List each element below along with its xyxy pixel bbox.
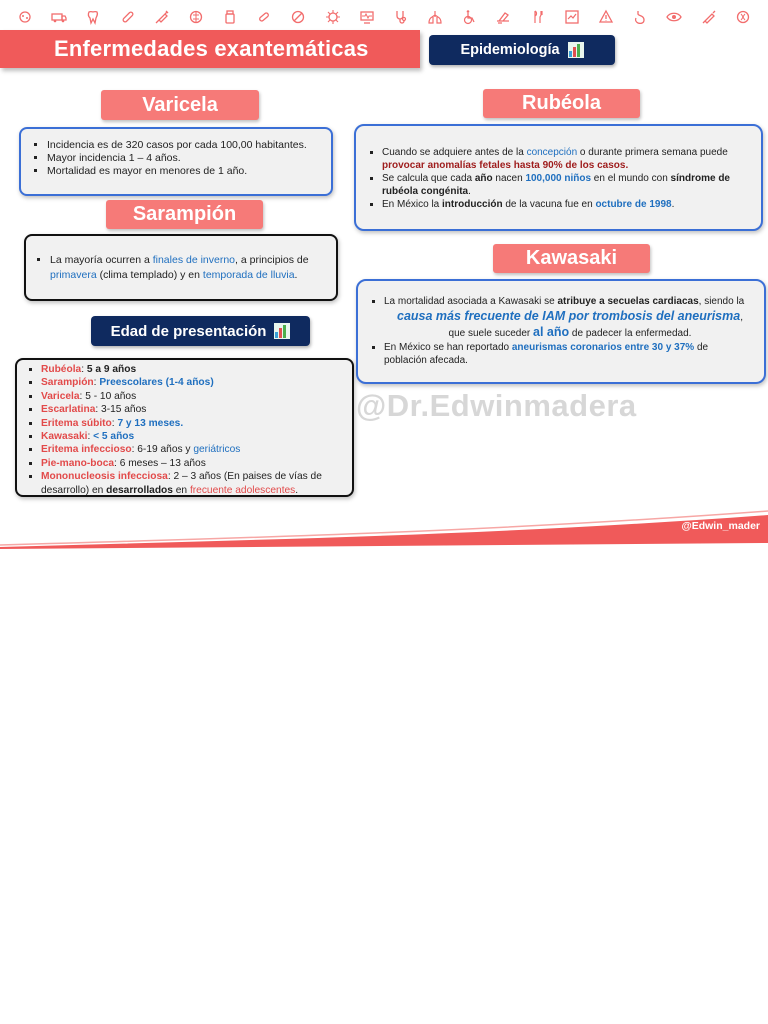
separator: : bbox=[131, 444, 138, 456]
age-value: 3-15 años bbox=[101, 404, 147, 416]
text: , a principios de bbox=[235, 254, 309, 266]
edad-row bbox=[41, 363, 344, 376]
text: desarrollo) en bbox=[41, 484, 107, 496]
text: , siendo la bbox=[698, 296, 745, 307]
list-item bbox=[50, 253, 328, 283]
text: . bbox=[295, 484, 299, 496]
edad-row bbox=[41, 376, 344, 389]
bold-text: año bbox=[474, 173, 493, 184]
ambulance-icon bbox=[50, 8, 68, 26]
age-value-highlight: geriátricos bbox=[193, 444, 241, 456]
text: La mayoría ocurren a bbox=[50, 254, 153, 266]
vaccine-icon bbox=[700, 8, 718, 26]
bold-text: síndrome de bbox=[670, 173, 730, 184]
highlight: al año bbox=[533, 325, 570, 339]
edad-row bbox=[41, 417, 344, 430]
text: frecuente adolescentes bbox=[189, 484, 296, 496]
age-value: 5 - 10 años bbox=[85, 390, 137, 402]
edad-box bbox=[15, 358, 354, 497]
chart-icon bbox=[563, 8, 581, 26]
text: de la vacuna fue en bbox=[502, 199, 596, 210]
page-title: Enfermedades exantemáticas bbox=[54, 36, 369, 61]
disease-name: Mononucleosis infecciosa bbox=[41, 471, 168, 483]
text: que suele suceder bbox=[448, 328, 534, 339]
bacteria-icon bbox=[16, 8, 34, 26]
age-value: 2 – 3 años (En paises de vías de bbox=[173, 471, 322, 483]
list-item bbox=[384, 341, 756, 367]
age-value: 6 meses – 13 años bbox=[119, 457, 206, 469]
edad-row bbox=[41, 457, 344, 470]
highlight: temporada de lluvia bbox=[202, 269, 295, 281]
heart-monitor-icon bbox=[358, 8, 376, 26]
edad-row bbox=[41, 443, 344, 456]
text: (clima templado) y en bbox=[96, 269, 203, 281]
separator: : bbox=[87, 431, 94, 443]
edad-row bbox=[41, 390, 344, 403]
varicela-label: Varicela bbox=[101, 90, 259, 120]
disease-name: Eritema infeccioso bbox=[41, 444, 132, 456]
wheelchair-icon bbox=[460, 8, 478, 26]
warning-icon bbox=[597, 8, 615, 26]
edad-row bbox=[41, 470, 344, 497]
rubeola-box bbox=[354, 124, 763, 231]
syringe-icon bbox=[153, 8, 171, 26]
lungs-icon bbox=[426, 8, 444, 26]
virus-icon bbox=[324, 8, 342, 26]
text: . bbox=[294, 269, 298, 281]
footer-handle: @Edwin_mader bbox=[681, 520, 760, 532]
list-item bbox=[382, 172, 753, 198]
sarampion-label: Sarampión bbox=[106, 200, 263, 229]
bandage-icon bbox=[119, 8, 137, 26]
highlight: finales de inverno bbox=[152, 254, 236, 266]
text: de padecer la enfermedad. bbox=[569, 328, 692, 339]
separator: : bbox=[79, 390, 86, 402]
text: En México la bbox=[382, 199, 443, 210]
age-value: < 5 años bbox=[93, 431, 135, 443]
separator: : bbox=[167, 471, 174, 483]
list-item bbox=[382, 146, 753, 172]
highlight: octubre de 1998 bbox=[595, 199, 672, 210]
highlight: aneurismas coronarios entre 30 y 37% bbox=[511, 342, 695, 353]
text: población afecada. bbox=[384, 355, 468, 366]
bold-text: rubéola congénita bbox=[382, 186, 469, 197]
icon-row bbox=[0, 0, 768, 34]
list-item bbox=[384, 295, 756, 341]
rubeola-label: Rubéola bbox=[483, 89, 640, 118]
separator: : bbox=[81, 364, 87, 375]
stomach-icon bbox=[631, 8, 649, 26]
bar-chart-icon bbox=[568, 42, 584, 58]
brain-icon bbox=[187, 8, 205, 26]
separator: : bbox=[111, 417, 118, 429]
watermark: @Dr.Edwinmadera bbox=[356, 388, 637, 423]
text: . bbox=[468, 186, 471, 197]
text: Cuando se adquiere antes de la bbox=[382, 147, 527, 158]
disease-name: Eritema súbito bbox=[41, 417, 112, 429]
eye-icon bbox=[665, 8, 683, 26]
age-value: 7 y 13 meses. bbox=[117, 417, 184, 429]
footer-swoosh bbox=[0, 505, 768, 550]
age-value: 5 a 9 años bbox=[86, 364, 137, 375]
disease-name: Rubéola bbox=[41, 364, 82, 375]
disease-name: Pie-mano-boca bbox=[41, 457, 115, 469]
text: en el mundo con bbox=[591, 173, 671, 184]
text: , bbox=[740, 312, 743, 323]
age-value: Preescolares (1-4 años) bbox=[99, 377, 214, 389]
text: Se calcula que cada bbox=[382, 173, 475, 184]
list-item: ▪ Incidencia es de 320 casos por cada 100,00 habitantes. bbox=[47, 139, 323, 152]
text: La mortalidad asociada a Kawasaki se bbox=[384, 296, 558, 307]
disease-name: Varicela bbox=[41, 390, 80, 402]
disease-name: Escarlatina bbox=[41, 404, 96, 416]
surgery-icon bbox=[494, 8, 512, 26]
text: o durante primera semana puede bbox=[577, 147, 728, 158]
separator: : bbox=[114, 457, 120, 469]
highlight: primavera bbox=[50, 269, 97, 281]
bold-text: introducción bbox=[442, 199, 503, 210]
medicine-bottle-icon bbox=[221, 8, 239, 26]
text: de bbox=[694, 342, 709, 353]
highlight: 100,000 niños bbox=[525, 173, 592, 184]
varicela-box bbox=[19, 127, 333, 196]
separator: : bbox=[93, 377, 100, 389]
list-item: ▪ Mortalidad es mayor en menores de 1 año. bbox=[47, 165, 323, 178]
text: nacen bbox=[492, 173, 526, 184]
disease-name: Sarampión bbox=[41, 377, 94, 389]
edad-tag bbox=[91, 316, 310, 346]
kawasaki-label: Kawasaki bbox=[493, 244, 650, 273]
age-value: 6-19 años y bbox=[137, 444, 194, 456]
stethoscope-icon bbox=[392, 8, 410, 26]
epidemiologia-label: Epidemiología bbox=[460, 42, 560, 58]
tooth-icon bbox=[84, 8, 102, 26]
highlight: causa más frecuente de IAM por trombosis del aneurisma bbox=[397, 309, 741, 323]
bar-chart-icon bbox=[274, 323, 290, 339]
list-item bbox=[382, 198, 753, 211]
separator: : bbox=[95, 404, 102, 416]
bold-text: atribuye a secuelas cardiacas bbox=[557, 296, 699, 307]
epidemiologia-tag bbox=[429, 35, 615, 65]
capsule-icon bbox=[255, 8, 273, 26]
text: . bbox=[671, 199, 675, 210]
pill-icon bbox=[289, 8, 307, 26]
list-item: ▪ Mayor incidencia 1 – 4 años. bbox=[47, 152, 323, 165]
highlight: provocar anomalías fetales hasta 90% de los casos. bbox=[382, 160, 629, 171]
text: en bbox=[172, 484, 190, 496]
dna-icon bbox=[734, 8, 752, 26]
edad-row bbox=[41, 403, 344, 416]
edad-label: Edad de presentación bbox=[110, 322, 267, 340]
sarampion-box bbox=[24, 234, 338, 301]
disease-name: Kawasaki bbox=[41, 431, 88, 443]
edad-row bbox=[41, 430, 344, 443]
text: En México se han reportado bbox=[384, 342, 512, 353]
highlight: concepción bbox=[526, 147, 578, 158]
kawasaki-box bbox=[356, 279, 766, 384]
scalpel-icon bbox=[529, 8, 547, 26]
text: desarrollados bbox=[106, 484, 173, 496]
